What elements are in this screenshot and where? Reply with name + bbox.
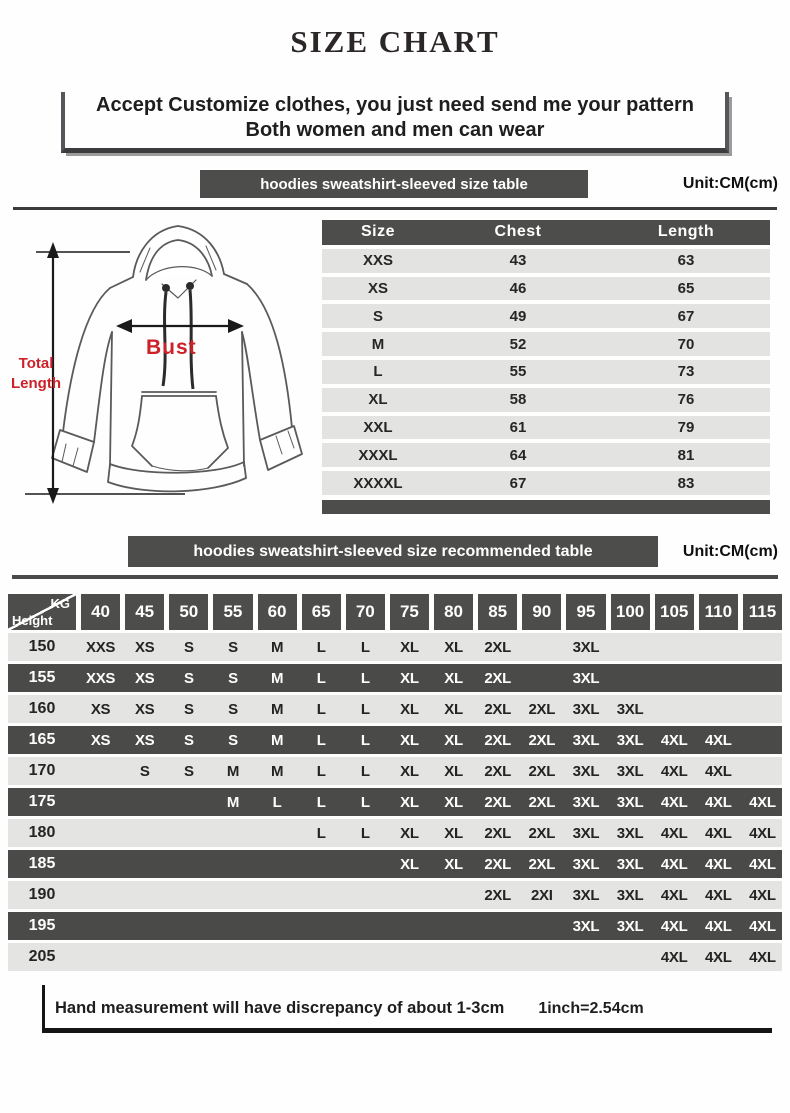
size-cell: 4XL [749,855,776,873]
kg-height-corner-cell [8,594,76,630]
banner-line-2: Both women and men can wear [245,119,545,141]
inch-conversion: 1inch=2.54cm [538,999,644,1017]
size-cell: 3XL [616,855,644,873]
size-cell: 2XL [484,731,511,749]
size-cell: S [228,669,238,687]
size-cell: XL [400,731,419,749]
size-value: XS [367,280,388,298]
height-label-corner: Height [12,613,53,628]
weight-header-cell: 60 [258,594,297,630]
size-table-row [322,277,770,301]
size-cell: L [360,669,370,687]
recommended-table-bar-label: hoodies sweatshirt-sleeved size recommended table [128,536,658,567]
size-cell: 4XL [749,886,776,904]
weight-header-cell: 80 [434,594,473,630]
size-value: XXXL [358,446,398,464]
size-cell: L [360,762,370,780]
weight-header-cell: 40 [81,594,120,630]
size-cell: 2XL [484,762,511,780]
size-cell: 3XL [616,917,644,935]
unit-label-2: Unit:CM(cm) [682,542,778,560]
weight-header-cell: 85 [478,594,517,630]
size-cell: S [228,638,238,656]
divider-line-1 [13,207,777,210]
weight-header-cell: 45 [125,594,164,630]
total-length-label: Total Length [11,355,61,392]
size-table-row [322,249,770,273]
weight-header-cell: 50 [169,594,208,630]
height-row-label: 165 [28,731,56,748]
size-cell: 3XL [616,700,644,718]
divider-line-2 [12,575,778,579]
length-value: 67 [677,307,695,325]
recommended-table-row [8,850,782,878]
recommended-table-header-row [8,594,782,630]
height-row-label: 195 [28,917,56,934]
recommended-table-section-header [0,536,790,567]
recommended-table-body [8,633,782,971]
height-row-label: 150 [28,638,56,655]
size-value: M [371,335,385,353]
size-cell: L [316,638,326,656]
size-cell: 2XL [484,793,511,811]
height-row-label: 180 [28,824,56,841]
size-cell: 4XL [749,948,776,966]
size-value: XXL [363,419,393,437]
size-table-row [322,416,770,440]
height-row-label: 175 [28,793,56,810]
size-cell: XS [90,731,111,749]
size-cell: 3XL [616,731,644,749]
size-cell: XL [400,793,419,811]
size-cell: XL [444,731,463,749]
recommended-table-row [8,943,782,971]
size-cell: XL [400,700,419,718]
size-column-header: Size [360,223,395,241]
size-cell: 4XL [705,886,732,904]
size-cell: S [139,762,150,780]
size-cell: 3XL [572,793,600,811]
size-cell: 3XL [572,638,600,656]
page-title: SIZE CHART [290,24,500,59]
size-cell: L [360,824,370,842]
measurement-note: Hand measurement will have discrepancy of about 1-3cm [55,999,505,1017]
size-cell: 4XL [749,917,776,935]
size-table [322,220,770,514]
size-table-row [322,304,770,328]
recommended-table-row [8,664,782,692]
size-cell: 3XL [572,669,600,687]
size-cell: 2XL [528,824,556,842]
size-cell: 4XL [749,824,776,842]
size-cell: L [272,793,282,811]
recommended-table-row [8,819,782,847]
length-value: 73 [677,363,695,381]
size-cell: XL [444,638,463,656]
size-cell: 4XL [749,793,776,811]
size-cell: 2XL [484,886,511,904]
size-value: XXS [362,252,393,270]
size-cell: 4XL [705,855,732,873]
size-cell: M [270,669,284,687]
size-cell: XL [444,669,463,687]
recommended-table-row [8,633,782,661]
size-cell: 3XL [572,824,600,842]
size-cell: XL [444,762,463,780]
size-cell: L [316,700,326,718]
size-cell: S [183,731,194,749]
size-cell: 4XL [660,793,688,811]
recommended-table-row [8,757,782,785]
size-cell: 4XL [705,762,732,780]
size-cell: 4XL [660,731,688,749]
size-cell: 3XL [616,762,644,780]
size-cell: L [360,700,370,718]
size-cell: M [226,762,240,780]
recommended-table-row [8,788,782,816]
length-value: 81 [677,446,695,464]
chest-value: 52 [509,335,527,353]
size-table-row [322,388,770,412]
size-cell: XS [134,669,155,687]
size-cell: 2XL [528,700,556,718]
size-cell: XL [400,855,419,873]
size-cell: XL [444,824,463,842]
size-cell: 3XL [616,793,644,811]
length-value: 83 [677,474,695,492]
size-cell: 2XL [528,762,556,780]
size-cell: 4XL [660,762,688,780]
chest-value: 49 [509,307,527,325]
chest-value: 55 [509,363,527,381]
measurement-note-box [42,985,772,1033]
weight-header-cell: 105 [655,594,694,630]
size-cell: S [228,731,238,749]
size-cell: XL [444,700,463,718]
size-cell: M [270,762,284,780]
bust-label: Bust [146,336,197,359]
height-row-label: 190 [28,886,56,903]
size-cell: S [183,762,194,780]
size-cell: XS [134,638,155,656]
banner-line-1: Accept Customize clothes, you just need send me your pattern [96,94,694,116]
chest-value: 43 [509,252,527,270]
size-cell: XL [400,669,419,687]
size-cell: 2XL [484,638,511,656]
size-cell: 2XL [528,793,556,811]
kg-label: KG [50,596,70,611]
size-table-bar-label: hoodies sweatshirt-sleeved size table [200,170,588,198]
size-cell: XS [134,731,155,749]
recommended-size-table [8,594,782,971]
size-cell: L [316,793,326,811]
size-cell: XS [134,700,155,718]
size-cell: L [360,731,370,749]
size-cell: S [228,700,238,718]
size-cell: M [226,793,240,811]
unit-label-1: Unit:CM(cm) [682,175,778,192]
measurement-section [0,214,790,514]
length-column-header: Length [657,223,715,241]
weight-header-cell: 115 [743,594,782,630]
size-value: L [373,363,383,381]
size-cell: S [183,638,194,656]
size-cell: 3XL [572,731,600,749]
chest-value: 64 [509,446,527,464]
recommended-table-row [8,726,782,754]
height-row-label: 205 [28,948,56,965]
hoodie-measurement-diagram [0,214,322,514]
size-cell: 4XL [705,917,732,935]
size-cell: XXS [86,669,116,687]
size-cell: 3XL [616,824,644,842]
size-cell: XL [400,762,419,780]
size-value: XL [368,391,388,409]
weight-header-cell: 95 [566,594,605,630]
size-cell: 3XL [572,886,600,904]
size-cell: 2XL [484,824,511,842]
size-cell: 4XL [705,948,732,966]
length-value: 70 [677,335,695,353]
size-table-row [322,360,770,384]
size-cell: 4XL [660,917,688,935]
recommended-table-row [8,695,782,723]
size-cell: 2XL [528,855,556,873]
chest-column-header: Chest [494,223,542,241]
length-value: 63 [677,252,695,270]
size-table-header-row [322,220,770,245]
size-table-section-header [0,170,790,198]
size-cell: 2XL [528,731,556,749]
chest-value: 46 [509,280,527,298]
length-value: 79 [677,419,695,437]
size-cell: XL [400,824,419,842]
weight-header-cell: 100 [611,594,650,630]
weight-header-cell: 75 [390,594,429,630]
size-cell: 4XL [705,731,732,749]
size-cell: M [270,700,284,718]
recommended-table-row [8,912,782,940]
size-cell: 2XL [484,700,511,718]
size-cell: L [316,762,326,780]
weight-header-cell: 110 [699,594,738,630]
size-table-row [322,443,770,467]
size-cell: XL [444,793,463,811]
height-row-label: 160 [28,700,56,717]
size-table-footer-bar [322,500,770,514]
size-cell: XXS [86,638,116,656]
chest-value: 58 [509,391,527,409]
weight-header-cell: 55 [213,594,252,630]
size-cell: 4XL [705,824,732,842]
size-value: XXXXL [353,474,403,492]
size-cell: L [316,824,326,842]
weight-header-cell: 70 [346,594,385,630]
height-row-label: 170 [28,762,56,779]
size-cell: 4XL [660,824,688,842]
size-cell: 4XL [660,886,688,904]
size-cell: 3XL [616,886,644,904]
size-cell: L [316,731,326,749]
size-cell: 2XI [531,886,553,904]
size-table-row [322,471,770,495]
size-cell: 2XL [484,855,511,873]
weight-header-cell: 90 [522,594,561,630]
weight-header-cell: 65 [302,594,341,630]
size-value: S [372,307,383,325]
size-cell: XL [400,638,419,656]
size-cell: L [316,669,326,687]
size-cell: 4XL [660,855,688,873]
size-cell: S [183,700,194,718]
chest-value: 61 [509,419,527,437]
length-value: 76 [677,391,695,409]
size-cell: L [360,638,370,656]
size-cell: M [270,638,284,656]
size-cell: 4XL [660,948,688,966]
recommended-table-row [8,881,782,909]
size-cell: S [183,669,194,687]
size-cell: 3XL [572,700,600,718]
chest-value: 67 [509,474,527,492]
size-table-row [322,332,770,356]
size-cell: XL [444,855,463,873]
size-cell: 2XL [484,669,511,687]
size-cell: 3XL [572,917,600,935]
size-cell: 4XL [705,793,732,811]
size-cell: L [360,793,370,811]
size-cell: M [270,731,284,749]
height-row-label: 155 [28,669,56,686]
height-row-label: 185 [28,855,56,872]
size-cell: 3XL [572,762,600,780]
length-value: 65 [677,280,695,298]
customize-banner [61,92,729,153]
size-cell: XS [90,700,111,718]
size-cell: 3XL [572,855,600,873]
